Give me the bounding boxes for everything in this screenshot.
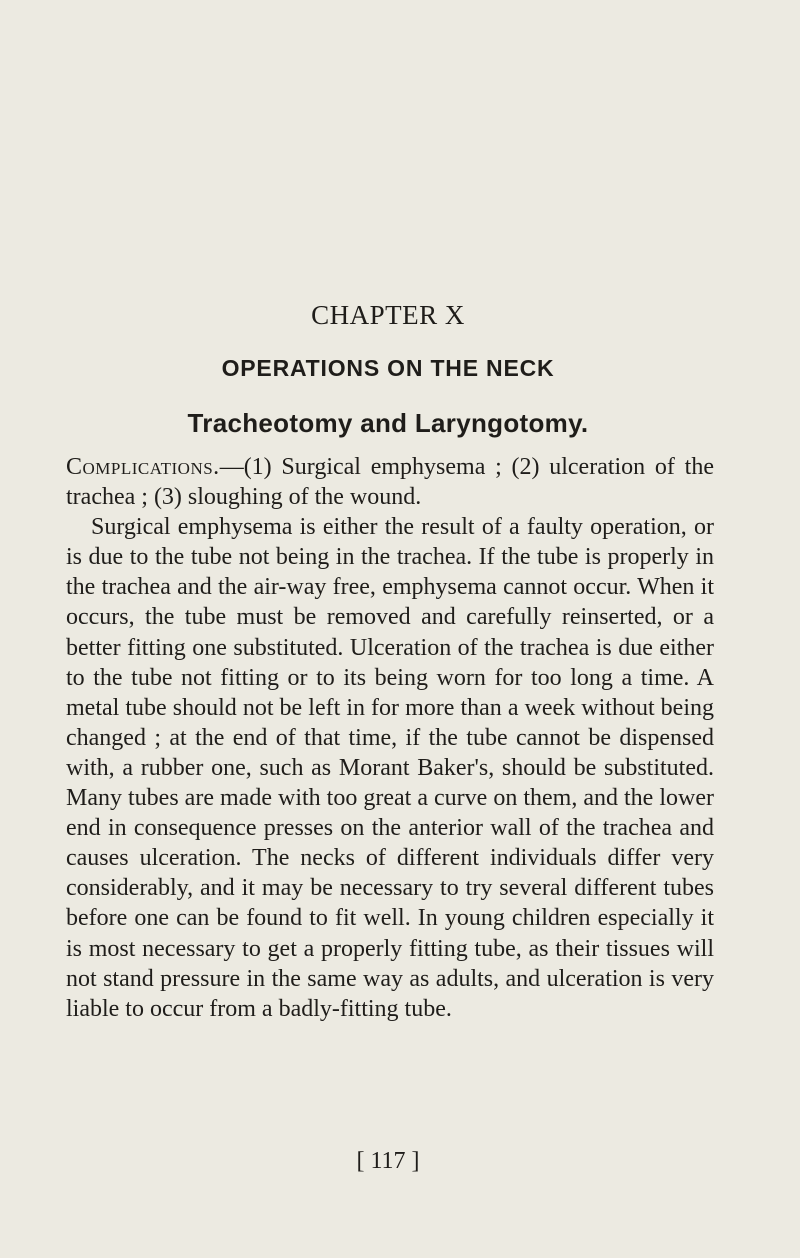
section-subtitle: Tracheotomy and Laryngotomy. [187, 408, 589, 438]
body-text [66, 452, 714, 1024]
page-number: [ 117 ] [356, 1148, 420, 1174]
chapter-heading: CHAPTER X [311, 300, 465, 330]
paragraph-complications [66, 452, 714, 512]
paragraph-text: —(1) Surgical emphysema ; (2) ulceration of the trachea ; (3) sloughing of the wound. [66, 454, 714, 511]
chapter-title: OPERATIONS ON THE NECK [221, 355, 555, 381]
run-in-heading: Complications. [66, 454, 220, 480]
paragraph-emphysema: Surgical emphysema is either the result of a faulty operation, or is due to the tube not being in the trachea. If the tube is properly in the trachea and the air-way free, emphysema cannot occur. When it occurs, the tube must be removed and carefully reinserted, or a better fitting one substituted. Ulceration of the trachea is due either to the tube not fitting or to its being worn for too long a time. A metal tube should not be left in for more than a week without being changed ; at the end of that time, if the tube cannot be dispensed with, a rubber one, such as Morant Baker's, should be substituted. Many tubes are made with too great a curve on them, and the lower end in consequence presses on the anterior wall of the trachea and causes ulceration. The necks of different individuals differ very considerably, and it may be necessary to try several different tubes before one can be found to fit well. In young children especially it is most necessary to get a properly fitting tube, as their tissues will not stand pressure in the same way as adults, and ulceration is very liable to occur from a badly-fitting tube. [66, 514, 714, 1022]
